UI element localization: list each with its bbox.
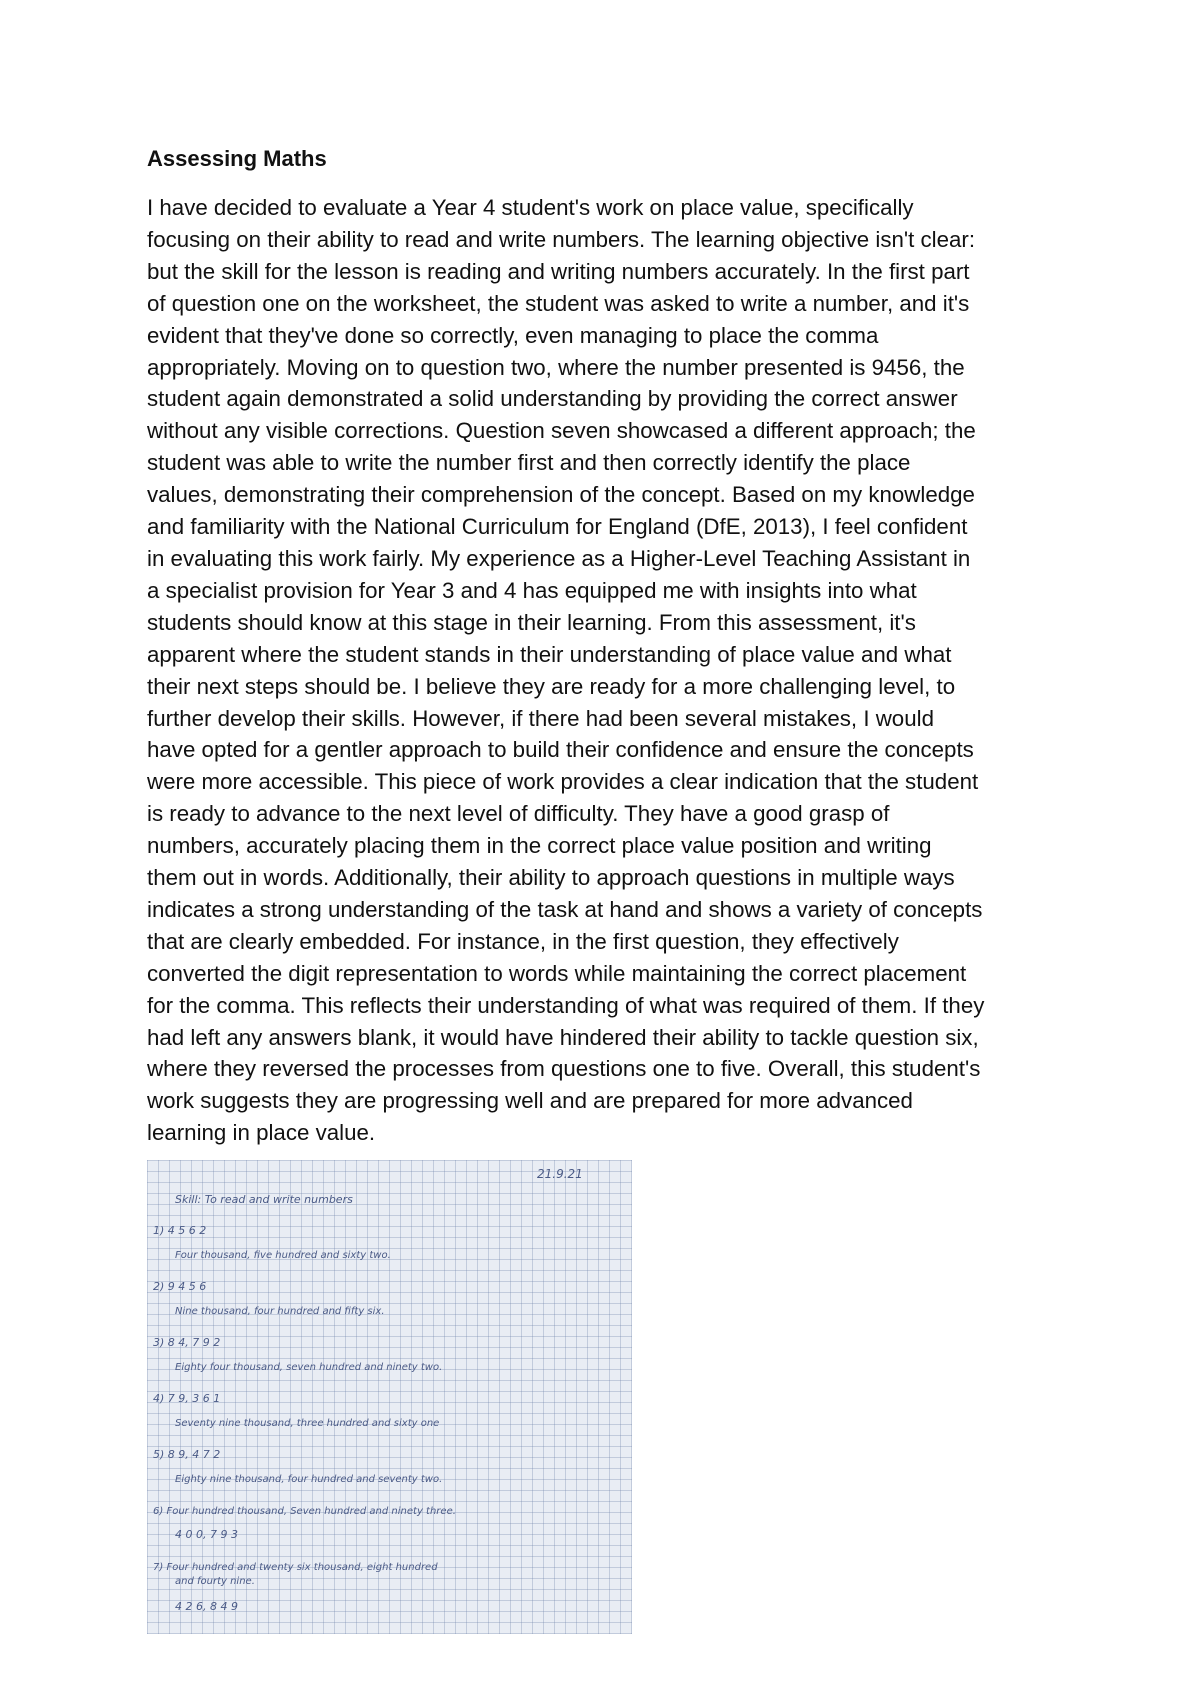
worksheet-date: 21.9.21 (537, 1167, 583, 1181)
body-line: student was able to write the number first and then correctly identify the place (147, 450, 911, 476)
body-line: evident that they've done so correctly, even managing to place the comma (147, 322, 879, 348)
worksheet-answer-number: 1) 4 5 6 2 (153, 1224, 207, 1237)
worksheet-answer-words: Eighty nine thousand, four hundred and seventy two. (175, 1474, 443, 1485)
body-line: them out in words. Additionally, their ability to approach questions in multiple ways (147, 865, 955, 891)
worksheet-answer-number: 4) 7 9, 3 6 1 (153, 1392, 221, 1405)
body-line: further develop their skills. However, if there had been several mistakes, I would (147, 705, 934, 731)
body-line: and familiarity with the National Curriculum for England (DfE, 2013), I feel confident (147, 514, 968, 540)
body-line: their next steps should be. I believe they are ready for a more challenging level, to (147, 673, 956, 699)
worksheet-answer-number: 3) 8 4, 7 9 2 (153, 1336, 221, 1349)
body-line: is ready to advance to the next level of difficulty. They have a good grasp of (147, 801, 890, 827)
worksheet-handwriting (147, 1160, 632, 1634)
body-line: students should know at this stage in their learning. From this assessment, it's (147, 609, 916, 635)
body-line: work suggests they are progressing well and are prepared for more advanced (147, 1088, 913, 1114)
worksheet-answer-words: Eighty four thousand, seven hundred and ninety two. (175, 1362, 443, 1373)
body-line: of question one on the worksheet, the student was asked to write a number, and it's (147, 290, 970, 316)
body-line: have opted for a gentler approach to build their confidence and ensure the concepts (147, 737, 974, 763)
worksheet-answer-words: 7) Four hundred and twenty six thousand, eight hundred (153, 1562, 438, 1573)
body-line: were more accessible. This piece of work provides a clear indication that the student (147, 769, 979, 795)
body-line: a specialist provision for Year 3 and 4 has equipped me with insights into what (147, 577, 917, 603)
worksheet-answer-number: 5) 8 9, 4 7 2 (153, 1448, 221, 1461)
body-line: values, demonstrating their comprehension of the concept. Based on my knowledge (147, 482, 975, 508)
body-line: but the skill for the lesson is reading and writing numbers accurately. In the first part (147, 258, 970, 284)
body-line: converted the digit representation to words while maintaining the correct placement (147, 960, 967, 986)
worksheet-photo (147, 1160, 632, 1634)
worksheet-answer-words: Four thousand, five hundred and sixty two. (175, 1250, 391, 1261)
worksheet-answer-number: 2) 9 4 5 6 (153, 1280, 207, 1293)
worksheet-answer-words: Nine thousand, four hundred and fifty six. (175, 1306, 385, 1317)
body-line: where they reversed the processes from questions one to five. Overall, this student's (147, 1056, 981, 1082)
worksheet-answer-words: and fourty nine. (175, 1576, 255, 1587)
body-line: focusing on their ability to read and write numbers. The learning objective isn't clear: (147, 226, 976, 252)
body-line: indicates a strong understanding of the task at hand and shows a variety of concepts (147, 896, 983, 922)
body-line: apparent where the student stands in their understanding of place value and what (147, 641, 952, 667)
body-line: had left any answers blank, it would have hindered their ability to tackle question six, (147, 1024, 979, 1050)
body-line: numbers, accurately placing them in the correct place value position and writing (147, 833, 932, 859)
body-line: that are clearly embedded. For instance, in the first question, they effectively (147, 928, 899, 954)
document-title: Assessing Maths (147, 146, 327, 171)
body-line: I have decided to evaluate a Year 4 student's work on place value, specifically (147, 195, 914, 220)
body-line: appropriately. Moving on to question two, where the number presented is 9456, the (147, 354, 965, 380)
worksheet-skill: Skill: To read and write numbers (175, 1193, 353, 1206)
worksheet-answer-number: 4 2 6, 8 4 9 (175, 1600, 238, 1613)
body-line: student again demonstrated a solid understanding by providing the correct answer (147, 386, 958, 412)
body-paragraph (147, 192, 1067, 1149)
body-line: without any visible corrections. Question seven showcased a different approach; the (147, 418, 976, 444)
body-line: in evaluating this work fairly. My experience as a Higher-Level Teaching Assistant in (147, 545, 971, 571)
body-line: learning in place value. (147, 1120, 376, 1146)
body-line: for the comma. This reflects their understanding of what was required of them. If they (147, 992, 985, 1018)
worksheet-answer-words: Seventy nine thousand, three hundred and sixty one (175, 1418, 440, 1429)
worksheet-answer-words: 6) Four hundred thousand, Seven hundred and ninety three. (153, 1506, 456, 1517)
worksheet-answer-number: 4 0 0, 7 9 3 (175, 1528, 238, 1541)
